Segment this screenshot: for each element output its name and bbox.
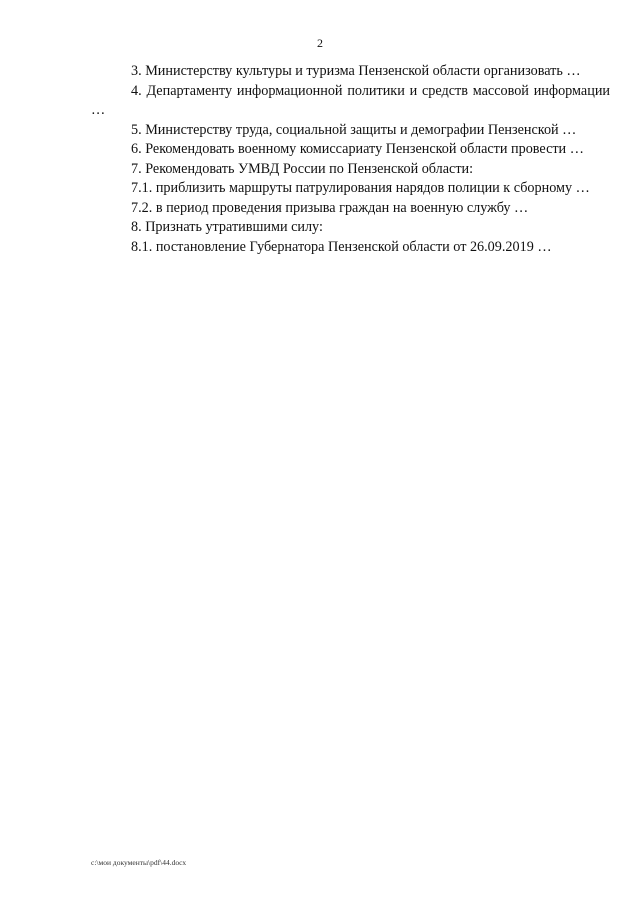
paragraph-3: 3. Министерству культуры и туризма Пензенской области организовать … [131,63,581,79]
paragraph-7-1: 7.1. приблизить маршруты патрулирования нарядов полиции к сборному … [131,180,590,196]
paragraph-7-2: 7.2. в период проведения призыва граждан на военную службу … [131,199,529,216]
document-body [91,62,610,257]
paragraph-4: 4. Департаменту информационной политики и средств массовой информации … [91,82,610,118]
paragraph-7: 7. Рекомендовать УМВД России по Пензенской области: [131,160,474,177]
page-number: 2 [317,36,323,50]
footer-file-path: c:\мои документы\pdf\44.docx [91,858,187,867]
paragraph-6: 6. Рекомендовать военному комиссариату Пензенской области провести … [131,141,584,157]
paragraph-8: 8. Признать утратившими силу: [131,219,323,235]
paragraph-8-1: 8.1. постановление Губернатора Пензенской области от 26.09.2019 … [131,238,552,255]
paragraph-5: 5. Министерству труда, социальной защиты и демографии Пензенской … [131,121,577,138]
